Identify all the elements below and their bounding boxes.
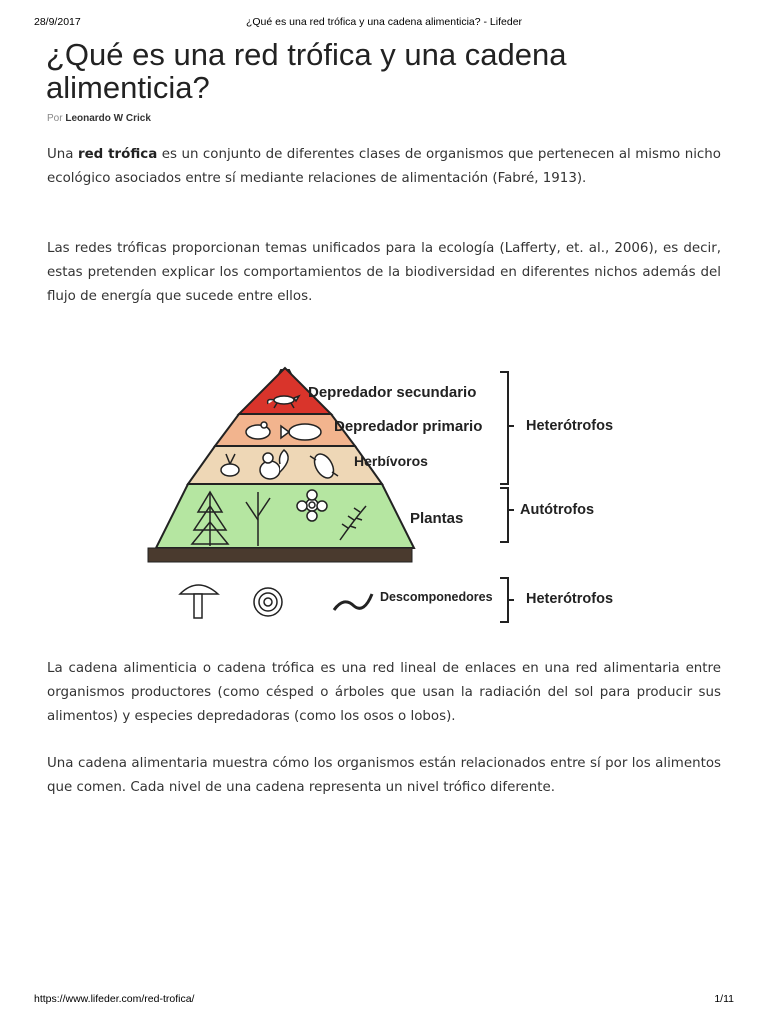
label-primary-predator: Depredador primario: [334, 418, 483, 435]
byline-prefix: Por: [47, 113, 63, 124]
label-heterotrophs-bottom: Heterótrofos: [526, 591, 614, 607]
print-header: [34, 16, 734, 30]
label-herbivores: Herbívoros: [354, 453, 428, 469]
millipede-icon: [254, 588, 282, 616]
worm-icon: [334, 594, 372, 610]
source-url[interactable]: https://www.lifeder.com/red-trofica/: [34, 993, 195, 1005]
bracket-heterotrophs-top: [500, 372, 514, 484]
print-page-title: ¿Qué es una red trófica y una cadena alimenticia? - Lifeder: [245, 16, 523, 28]
byline: [47, 113, 151, 124]
p1-bold-term: red trófica: [77, 147, 158, 162]
tier-soil: [148, 548, 412, 562]
paragraph-red-trofica: [47, 143, 721, 191]
trophic-pyramid-figure: [140, 360, 640, 630]
article-title: ¿Qué es una red trófica y una cadena alimenticia?: [46, 37, 567, 105]
paragraph-cadena-alimenticia: La cadena alimenticia o cadena trófica es una red lineal de enlaces en una red alimentaria entre organismos productores (como césped o árboles que usan la radiación del sol para producir sus alimentos) y especies depredadoras (como los osos o lobos).: [47, 661, 721, 724]
p1-before: Una: [47, 147, 78, 162]
page-number: 1/11: [714, 993, 734, 1005]
label-plants: Plantas: [410, 510, 464, 527]
bracket-heterotrophs-bottom: [500, 578, 514, 622]
author-link[interactable]: Leonardo W Crick: [65, 113, 151, 124]
bracket-autotrophs: [500, 488, 514, 542]
label-decomposers: Descomponedores: [380, 590, 493, 604]
mushroom-icon: [180, 585, 218, 618]
paragraph-cadena-alimentaria: Una cadena alimentaria muestra cómo los organismos están relacionados entre sí por los alimentos que comen. Cada nivel de una cadena representa un nivel trófico diferente.: [47, 756, 721, 795]
print-date: 28/9/2017: [34, 16, 81, 28]
tier-plants: [156, 484, 414, 548]
paragraph-redes-troficas: Las redes tróficas proporcionan temas unificados para la ecología (Lafferty, et. al., 2006), es decir, estas pretenden explicar los comportamientos de la biodiversidad en diferentes nichos además del flujo de energía que sucede entre ellos.: [47, 241, 721, 304]
label-heterotrophs-top: Heterótrofos: [526, 418, 614, 434]
print-footer: [34, 993, 734, 1007]
label-autotrophs: Autótrofos: [520, 502, 595, 518]
p1-after: es un conjunto de diferentes clases de organismos que pertenecen al mismo nicho ecológico asociados entre sí mediante relaciones de alimentación (Fabré, 1913).: [47, 147, 721, 186]
label-secondary-predator: Depredador secundario: [308, 384, 477, 401]
